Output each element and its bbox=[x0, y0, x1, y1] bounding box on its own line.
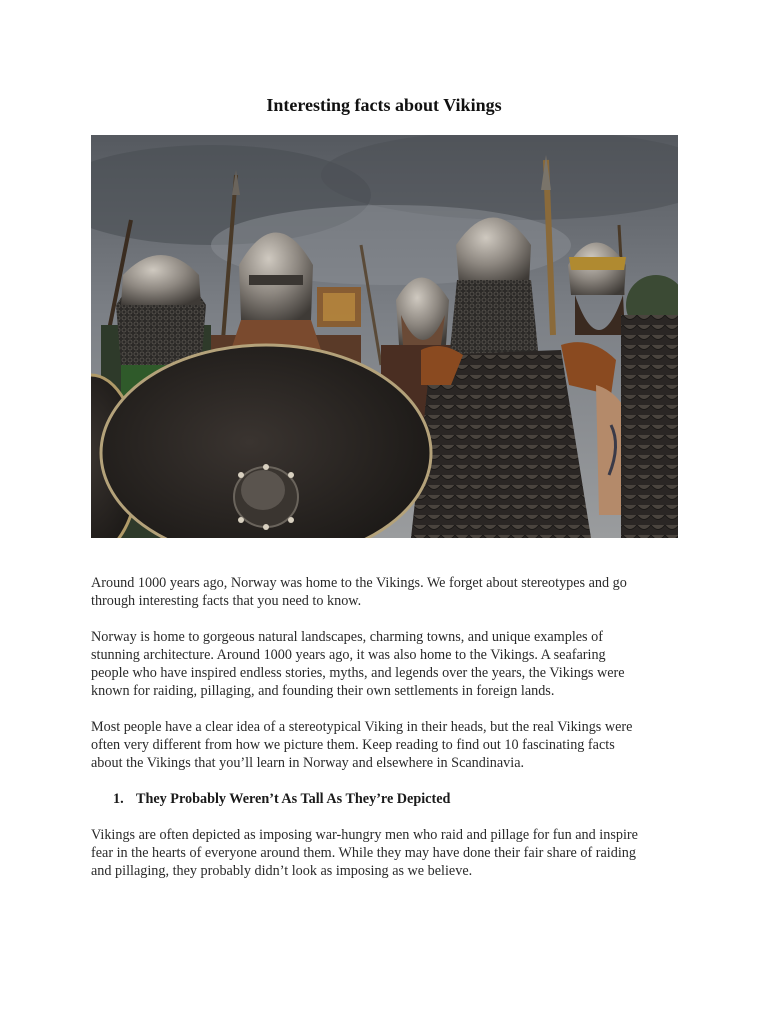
stereotype-paragraph bbox=[91, 718, 681, 772]
text-line: Norway is home to gorgeous natural landscapes, charming towns, and unique examples of bbox=[91, 629, 603, 645]
text-line: Most people have a clear idea of a stereotypical Viking in their heads, but the real Vikings were bbox=[91, 719, 633, 735]
section-title: They Probably Weren’t As Tall As They’re Depicted bbox=[136, 791, 451, 807]
text-line: Vikings are often depicted as imposing war-hungry men who raid and pillage for fun and inspire bbox=[91, 827, 638, 843]
text-line: known for raiding, pillaging, and founding their own settlements in foreign lands. bbox=[91, 683, 555, 699]
page-title: Interesting facts about Vikings bbox=[266, 95, 502, 115]
text-line: about the Vikings that you’ll learn in Norway and elsewhere in Scandinavia. bbox=[91, 755, 525, 771]
text-line: people who have inspired endless stories, myths, and legends over the years, the Vikings were bbox=[91, 665, 625, 681]
text-line: often very different from how we picture them. Keep reading to find out 10 fascinating facts bbox=[91, 737, 615, 753]
text-line: stunning architecture. Around 1000 years ago, it was also home to the Vikings. A seafaring bbox=[91, 647, 606, 663]
section-heading bbox=[113, 790, 450, 808]
text-line: Around 1000 years ago, Norway was home to the Vikings. We forget about stereotypes and go bbox=[91, 575, 627, 591]
section-number: 1. bbox=[113, 791, 124, 807]
text-line: fear in the hearts of everyone around them. While they may have done their fair share of raiding bbox=[91, 845, 636, 861]
section-paragraph bbox=[91, 826, 681, 880]
intro-paragraph bbox=[91, 574, 681, 610]
text-line: through interesting facts that you need to know. bbox=[91, 593, 362, 609]
norway-paragraph bbox=[91, 628, 681, 700]
text-line: and pillaging, they probably didn’t look as imposing as we believe. bbox=[91, 863, 473, 879]
photo-illustration bbox=[91, 135, 678, 538]
viking-warriors-photo bbox=[91, 135, 678, 538]
